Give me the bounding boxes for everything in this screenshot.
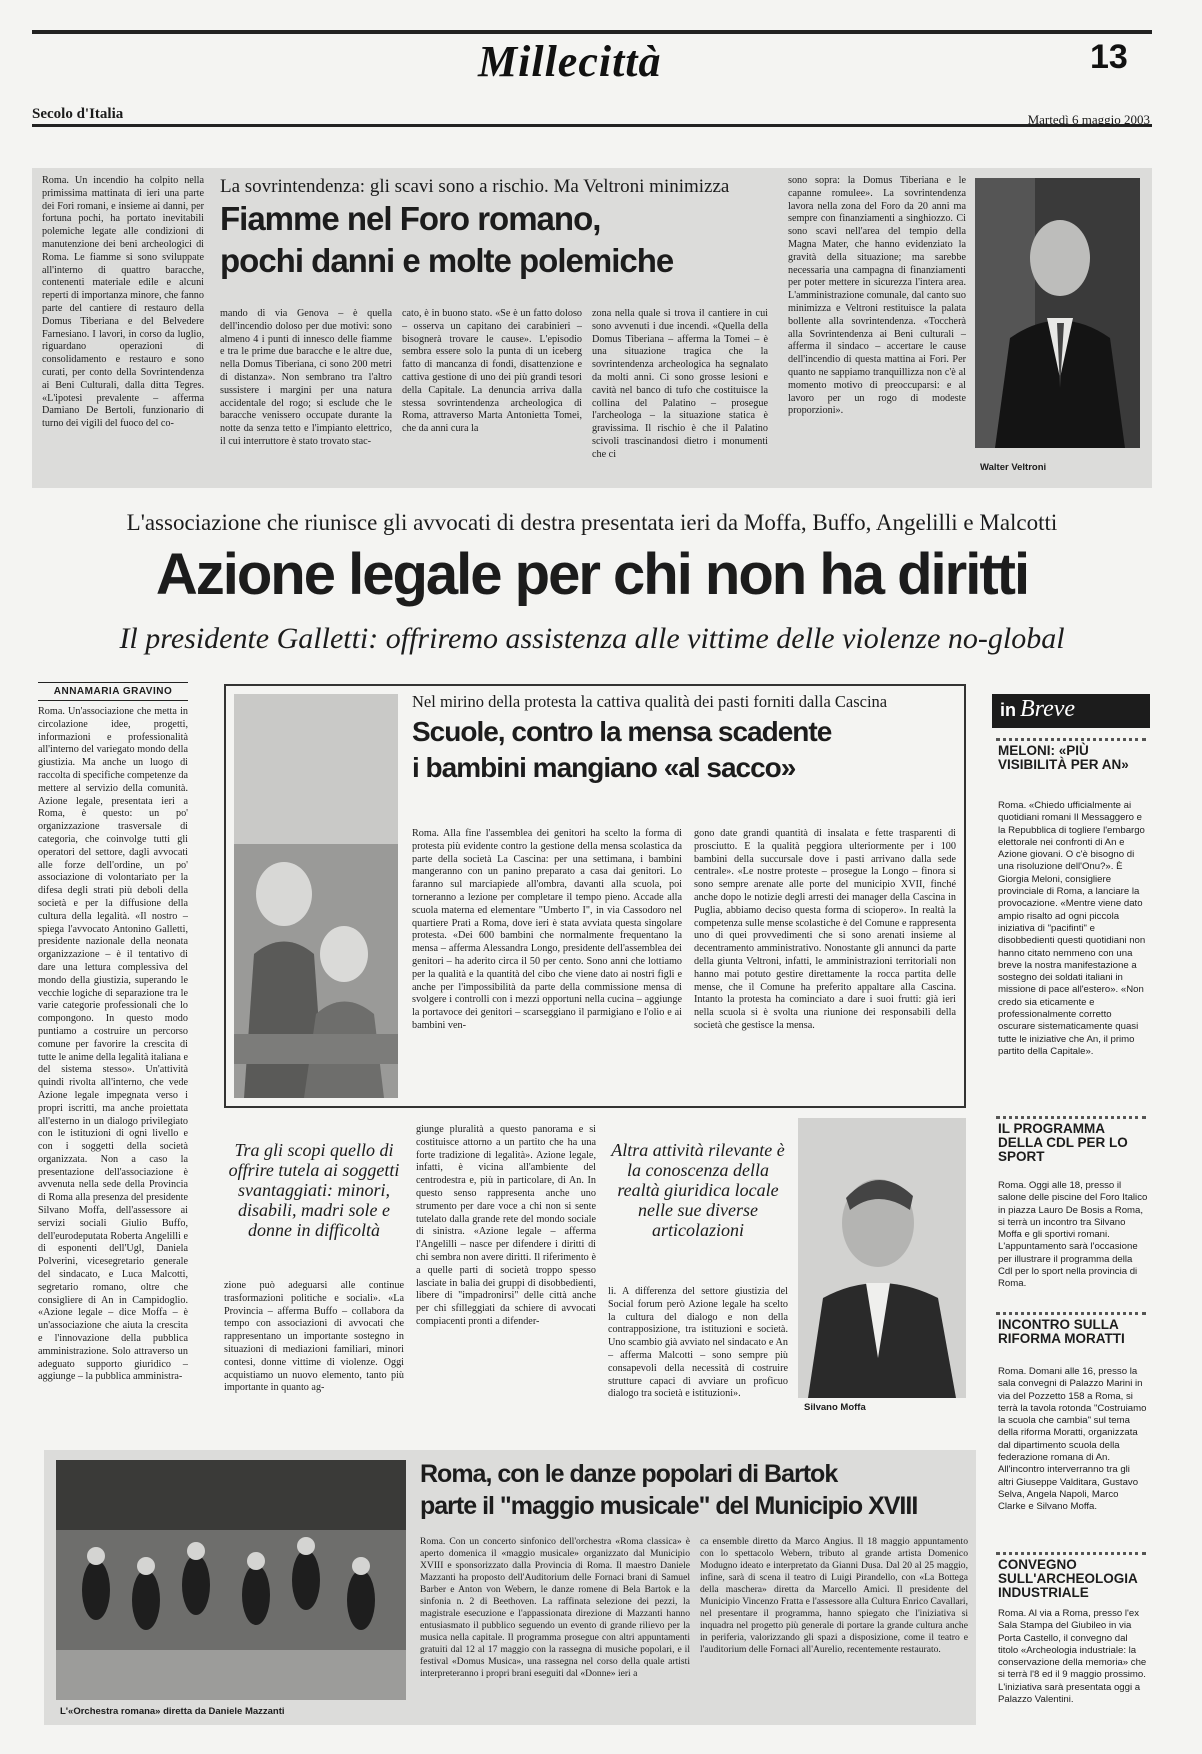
foro-col-4: zona nella quale si trova il cantiere in cui sono avvenuti i due incendi. «Quella della Domus Tiberiana – afferma la Tomei – è una situazione tragica che la sovrintendenza archeologica ha segnalato da molti anni. Ci sono grosse lesioni e cavità nel banco di tufo che costituisce la collina del Palatino – prosegue l'archeologa – la situazione statica è gravissima. Il rischio è che il Palatino scivoli trascinandosi dietro i monumenti che ci	[592, 308, 768, 460]
moffa-caption: Silvano Moffa	[804, 1402, 866, 1413]
concert-headline	[420, 1458, 970, 1522]
concert-headline-line1: Roma, con le danze popolari di Bartok	[420, 1460, 838, 1488]
paper-name: Secolo d'Italia	[32, 106, 124, 122]
school-photo	[234, 694, 398, 1098]
brief-1-text: Roma. «Chiedo ufficialmente ai quotidiani romani Il Messaggero e la Repubblica di togliere l'embargo elettorale nei confronti di An e Azione giovani. O c'è bisogno di una risoluzione dell'Onu?». È Giorgia Meloni, consigliere provinciale di Roma, a lanciare la provocazione. «Mentre viene dato ampio risalto ad ogni piccola iniziativa di "pacifinti" e disobbedienti questi quotidiani non hanno citato nemmeno con una breve la nostra manifestazione a sostegno dei soldati italiani in missione di pace all'estero». «Non credo sia eticamente e professionalmente corretto oscurare sistematicamente quasi tutte le iniziative che An, il primo partito della Capitale».	[998, 800, 1146, 1057]
main-headline: Azione legale per chi non ha diritti	[155, 542, 1029, 607]
main-col-4: li. A differenza del settore giustizia del Social forum però Azione legale ha scelto la cultura del dialogo e non della contrapposizione, tra istituzioni e società. Uno scambio già avviato nel sindacato e An – afferma Malcotti – sono sempre più consapevoli della necessità di costruire strutture capaci di avviare un proficuo dialogo tra società e istituzioni».	[608, 1286, 788, 1400]
veltroni-portrait-graphic	[975, 178, 1140, 448]
main-col-1: Roma. Un'associazione che metta in circolazione idee, progetti, informazioni e professionalità all'interno del variegato mondo della giustizia. Ma anche un luogo di raccolta di specifiche competenze da mettere al servizio della comunità. Azione legale, presentata ieri a Roma, è questo: un po' organizzazione trasversale di categoria, che coinvolge tutti gli operatori del settore, dagli avvocati alle forze dell'ordine, un po' associazione di volontariato per la difesa degli strati più deboli della società e per la diffusione della cultura della legalità. «Il nostro – spiega l'avvocato Antonino Galletti, presidente nazionale della neonata organizzazione – è il tentativo di dare una lettura complessiva del mondo della giustizia, superando le vecchie logiche di separazione tra le varie categorie professionali che lo compongono. In questo modo puntiamo a costruire un percorso comune per favorire la crescita di tutte le anime della legalità italiana e del sistema stesso». Un'attività quindi rivolta all'interno, che vede Azione legale impegnata verso i propri iscritti, ma anche proiettata all'esterno in un dialogo privilegiato con le istituzioni di ogni livello e con i soggetti della società organizzata. Non a caso la presentazione dell'associazione è avvenuta nella sede della Provincia di Roma alla presenza del presidente Silvano Moffa, dell'assessore ai servizi sociali Giulio Buffo, dell'eurodeputata Roberta Angelilli e di esponenti dell'Ugl, Daniela Polverini, vicesegretario generale del sindacato, e Luca Malcotti, segretario romano, oltre che consigliere di An in Campidoglio. «Azione legale – dice Moffa – è un'associazione che aiuta la crescita e l'innovazione della pubblica amministrazione. Solo attraverso un adeguato supporto giuridico – aggiunge – la pubblica amministra-	[38, 706, 188, 1383]
masthead-rule	[32, 124, 1152, 127]
brief-3-text: Roma. Domani alle 16, presso la sala convegni di Palazzo Marini in via del Pozzetto 158 a Roma, si terrà la tavola rotonda "Costruiamo la scuola che cambia" sul tema della riforma Moratti, organizzata dal dipartimento scuola della federazione romana di An. All'incontro interverranno tra gli altri Giuseppe Valditara, Gustavo Selva, Angela Napoli, Marco Clarke e Silvano Moffa.	[998, 1366, 1147, 1513]
veltroni-photo	[975, 178, 1140, 448]
briefs-header	[992, 694, 1150, 728]
foro-headline	[220, 198, 780, 298]
foro-headline-line1: Fiamme nel Foro romano,	[220, 200, 601, 237]
orchestra-caption: L'«Orchestra romana» diretta da Daniele Mazzanti	[60, 1706, 285, 1717]
foro-col-5: sono sopra: la Domus Tiberiana e le capanne romulee». La sovrintendenza lavora nella zona del Foro da 20 anni ma sempre con finanziamenti a singhiozzo. Ci sono scavi nell'area del tempio della Magna Mater, che hanno evidenziato la gravità della situazione; ma sarebbe necessaria una campagna di finanziamenti per poter mettere in sicurezza l'intera area. L'amministrazione comunale, dal canto suo minimizza e Veltroni restituisce la palata bollente alla sovrintendenza. «Toccherà alla Sovrintendenza ai Beni culturali – afferma il sindaco – accertare le cause dell'incendio di questa mattina ai Fori. Per quanto ne sappiamo tranquillizza non c'è al momento motivo di preoccuparsi: e al lavoro per un rogo di modeste proporzioni».	[788, 175, 966, 417]
foro-headline-line2: pochi danni e molte polemiche	[220, 242, 674, 279]
section-title	[478, 36, 728, 100]
brief-4-title: CONVEGNO SULL'ARCHEOLOGIA INDUSTRIALE	[998, 1557, 1138, 1600]
brief-2-divider	[996, 1116, 1146, 1119]
school-kicker: Nel mirino della protesta la cattiva qualità dei pasti forniti dalla Cascina	[412, 692, 888, 711]
top-rule	[32, 30, 1152, 34]
concert-headline-line2: parte il "maggio musicale" del Municipio XVIII	[420, 1492, 918, 1520]
school-headline	[412, 714, 957, 786]
concert-col-2: ca ensemble diretto da Marco Angius. Il 18 maggio appuntamento con lo spettacolo Webern, tributo al grande artista Domenico Modugno ideato e interpretato da Gianni Dusa. Dal 20 al 25 maggio, infine, sarà di scena il teatro di Luigi Pirandello, con «La Bottega della maschera» diretta da Marcello Amici. Il presidente del Municipio Vincenzo Fratta e l'assessore alla Cultura Enrico Cavallari, nel presentare il programma, hanno spiegato che l'iniziativa si inquadra nel progetto più generale di portare la grande cultura anche in periferia, valorizzando gli spazi a disposizione, come il teatro e l'auditorium delle Fornaci all'Aurelio, recentemente restaurato.	[700, 1536, 968, 1655]
pull-quote-1: Tra gli scopi quello di offrire tutela ai soggetti svantaggiati: minori, disabili, madri sole e donne in difficoltà	[228, 1140, 400, 1240]
foro-col-3: cato, è in buono stato. «Se è un fatto doloso – osserva un capitano dei carabinieri – bisognerà trovare le cause». L'episodio sembra essere solo la punta di un iceberg fatto di mancanza di fondi, disattenzione e cattiva gestione di uno dei più grandi tesori della Capitale. La denuncia arriva dalla stessa sovrintendenza archeologica di Roma, attraverso Marta Antonietta Tomei, che da anni cura la	[402, 308, 582, 435]
orchestra-graphic	[56, 1460, 406, 1700]
briefs-header-in: in	[1000, 700, 1016, 720]
foro-kicker: La sovrintendenza: gli scavi sono a rischio. Ma Veltroni minimizza	[220, 176, 730, 197]
main-kicker: L'associazione che riunisce gli avvocati di destra presentata ieri da Moffa, Buffo, Angelilli e Malcotti	[126, 510, 1058, 535]
issue-date: Martedì 6 maggio 2003	[1027, 112, 1150, 127]
briefs-header-breve: Breve	[1020, 696, 1076, 722]
byline-rule-top	[38, 682, 188, 683]
brief-1-divider	[996, 738, 1146, 741]
main-col-2: zione può adeguarsi alle continue trasformazioni politiche e sociali». «La Provincia – afferma Buffo – collabora da tempo con associazioni di avvocati che rappresentano un importante sostegno in situazioni di mediazioni familiari, minori contesi, donne vittime di violenze. Oggi acquistiamo un nuovo elemento, tanto più importante in quanto ag-	[224, 1280, 404, 1394]
brief-2-text: Roma. Oggi alle 18, presso il salone delle piscine del Foro Italico in piazza Lauro De Bosis a Roma, si terrà un incontro tra Silvano Moffa e gli sportivi romani. L'appuntamento sarà l'occasione per illustrare il programma della Cdl per lo sport nella provincia di Roma.	[998, 1180, 1148, 1290]
concert-col-1: Roma. Con un concerto sinfonico dell'orchestra «Roma classica» è aperto domenica il «maggio musicale» organizzato dal Municipio XVIII e sponsorizzato dalla Provincia di Roma. Il maestro Daniele Mazzanti ha proposto dell'Auditorium delle Fornaci brani di Samuel Barber e Anton von Webern, le danze romene di Bela Bartok e la sinfonia n. 2 di Beethoven. La raffinata selezione dei pezzi, la magistrale esecuzione e l'appassionata direzione di Mazzanti hanno entusiasmato il pubblico seguendo un evento di grande rilievo per la musica nella capitale. Il programma prosegue con altri appuntamenti gratuiti dal 12 al 17 maggio con la rassegna di musiche popolari, e il festival «Domus Musica», una rassegna nel corso della quale artisti interpreteranno i propri brani eseguiti dal «Donne» ieri a	[420, 1536, 690, 1679]
pull-quote-2: Altra attività rilevante è la conoscenza della realtà giuridica locale nelle sue diverse articolazioni	[611, 1140, 785, 1240]
main-col-3: giunge pluralità a questo panorama e si costituisce attorno a un partito che ha una forte tradizione di legalità». Azione legale, infatti, è vicina all'ambiente del centrodestra e, più in particolare, di An. In questo senso rappresenta anche uno strumento per dare voce a chi non si sente tutelato dalla grande rete del mondo sociale di sinistra. «Azione legale – afferma l'Angelilli – nasce per difendere i diritti di chi sembra non avere diritti. Il riferimento è a quelle parti di società troppo spesso lasciate in balia dei gruppi di disobbedienti, libere di "impadronirsi" delle città anche per chi sfilleggiati da schiere di avvocati compiacenti pronti a difender-	[416, 1124, 596, 1327]
byline: ANNAMARIA GRAVINO	[53, 686, 173, 697]
brief-4-text: Roma. Al via a Roma, presso l'ex Sala Stampa del Giubileo in via Porta Castello, il convegno dal titolo «Archeologia industriale: la conservazione della memoria» che si terrà l'8 ed il 9 maggio prossimo. L'iniziativa sarà presentata oggi a Palazzo Valentini.	[998, 1608, 1147, 1706]
school-children-graphic	[234, 694, 398, 1098]
moffa-photo	[798, 1118, 966, 1398]
moffa-portrait-graphic	[798, 1118, 966, 1398]
school-headline-line2: i bambini mangiano «al sacco»	[412, 752, 796, 783]
brief-4-divider	[996, 1552, 1146, 1555]
foro-col-2: mando di via Genova – è quella dell'incendio doloso per due motivi: sono almeno 4 i punti di innesco delle fiamme e tra le prime due baracche e le altre due, nella Domus Tiberiana, ci sono 200 metri di distanza». Non sembrano tra l'altro sussistere i margini per una natura accidentale del rogo; si esclude che le baracche venissero occupate durante la notte da senza tetto e l'impianto elettrico, il cui interruttore è stato trovato stac-	[220, 308, 392, 447]
orchestra-photo	[56, 1460, 406, 1700]
section-title-text: Millecittà	[478, 37, 662, 86]
school-col-2: gono date grandi quantità di insalata e fette trasparenti di prosciutto. E la qualità peggiora ulteriormente per i 100 bambini della succursale dove i pasti arrivano dalla sede centrale». «Le nostre proteste – prosegue la Longo – finora si sono sempre arenate alle porte del municipio XVII, finché anche dopo le notizie degli arresti dei manager della Cascina in Puglia, abbiamo deciso questa forma di sciopero». In realtà la competenza sulle mense scolastiche è del Comune e rappresenta uno di quei provvedimenti che si sono arenati insieme al decentramento amministrativo. Nonostante gli annunci da parte della giunta Veltroni, infatti, le amministrazioni territoriali non hanno mai potuto gestire direttamente la rocca partita delle mense, che il Comune ha preferito appaltare alla Cascina. Intanto la protesta ha cominciato a dare i suoi frutti: già ieri nella scuola si è svolta una riunione dei responsabili della società che gestisce la mensa.	[694, 828, 956, 1031]
brief-3-divider	[996, 1312, 1146, 1315]
school-col-1: Roma. Alla fine l'assemblea dei genitori ha scelto la forma di protesta più evidente contro la gestione della mensa scolastica da parte della società La Cascina: per una settimana, i bambini mangeranno con un panino preparato a casa dai genitori. Lo faranno sul marciapiede all'ombra, davanti alla scuola, poi torneranno a lezione per completare il tempo pieno. Accade alla scuola materna ed elementare "Umberto I", in via Cassodoro nel quartiere Prati a Roma, dove ieri è stata avviata questa singolare protesta. «Dei 600 bambini che normalmente frequentano la mensa – afferma Alessandra Longo, presidente dell'assemblea dei genitori – ha aderito circa il 50 per cento. Sono anni che lottiamo per la qualità e la quantità del cibo che viene dato ai nostri figli e anche per l'impossibilità da parte della commissione mensa di svolgere i controlli con i mezzi opportuni nella cucina – aggiunge la portavoce dei genitori – scarseggiano il parmigiano e l'olio e ai bambini ven-	[412, 828, 682, 1031]
school-headline-line1: Scuole, contro la mensa scadente	[412, 716, 832, 747]
byline-rule-bottom	[38, 700, 188, 701]
brief-2-title: IL PROGRAMMA DELLA CDL PER LO SPORT	[998, 1121, 1128, 1164]
page-number: 13	[1090, 38, 1128, 76]
main-subheadline: Il presidente Galletti: offriremo assistenza alle vittime delle violenze no-global	[119, 622, 1065, 655]
brief-3-title: INCONTRO SULLA RIFORMA MORATTI	[998, 1317, 1125, 1346]
brief-1-title: MELONI: «PIÙ VISIBILITÀ PER AN»	[998, 743, 1129, 772]
foro-col-1: Roma. Un incendio ha colpito nella primissima mattinata di ieri una parte dei Fori romani, e insieme ai danni, per fortuna pochi, ha portato inevitabili polemiche legate alle condizioni di manutenzione dei beni archeologici di Roma. Le fiamme si sono sviluppate all'interno di quattro baracche, contenenti materiale edile e alcuni reperti di importanza minore, che fanno parte del cantiere di restauro della Domus Tiberiana e del Belvedere Farnesiano. I lavori, in corso da luglio, riguardano operazioni di consolidamento e restauro e sono curati, per conto della Sovrintendenza ai Beni Culturali, dalla ditta Tegres. «L'ipotesi prevalente – afferma Damiano De Bertoli, funzionario di turno dei vigili del fuoco del co-	[42, 175, 204, 430]
veltroni-caption: Walter Veltroni	[980, 462, 1047, 473]
